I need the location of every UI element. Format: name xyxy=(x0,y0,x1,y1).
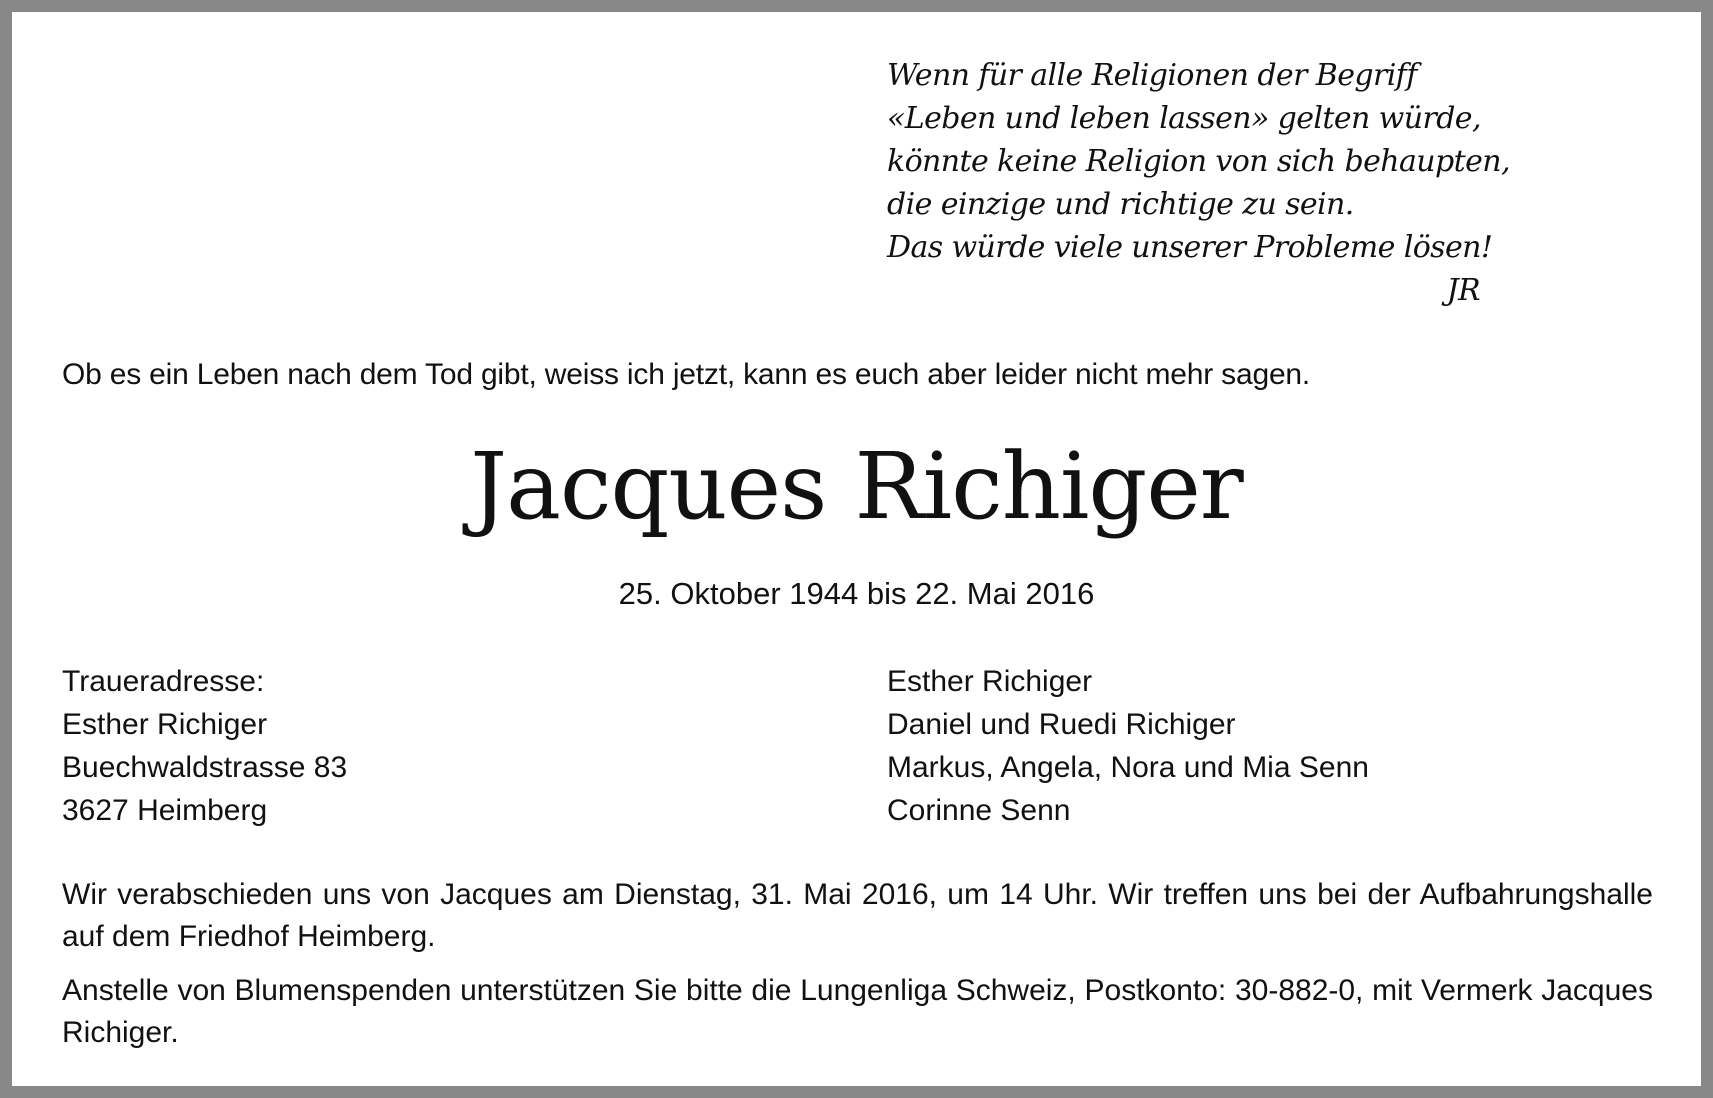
address-label: Traueradresse: xyxy=(62,665,265,698)
family-member: Esther Richiger xyxy=(887,665,1093,698)
donation-paragraph: Anstelle von Blumenspenden unterstützen Sie bitte die Lungenliga Schweiz, Postkonto: 30-882-0, mit Vermerk Jacques Richiger. xyxy=(62,974,1653,1049)
quote-line: Wenn für alle Religionen der Begriff xyxy=(887,58,1417,93)
deceased-name: Jacques Richiger xyxy=(470,433,1243,540)
address-city: 3627 Heimberg xyxy=(62,794,268,827)
quote-line: «Leben und leben lassen» gelten würde, xyxy=(887,101,1481,136)
quote-line: könnte keine Religion von sich behaupten, xyxy=(887,144,1510,179)
family-member: Corinne Senn xyxy=(887,794,1071,827)
intro-sentence: Ob es ein Leben nach dem Tod gibt, weiss ich jetzt, kann es euch aber leider nicht mehr sagen. xyxy=(62,358,1311,391)
quote-line: die einzige und richtige zu sein. xyxy=(887,187,1354,222)
quote-line: Das würde viele unserer Probleme lösen! xyxy=(887,230,1493,265)
obituary-notice xyxy=(12,12,1701,1086)
life-dates: 25. Oktober 1944 bis 22. Mai 2016 xyxy=(618,576,1095,611)
quote-block xyxy=(887,54,1510,308)
family-member: Markus, Angela, Nora und Mia Senn xyxy=(887,751,1369,784)
mourning-address xyxy=(62,660,347,832)
family-member: Daniel und Ruedi Richiger xyxy=(887,708,1236,741)
quote-author: JR xyxy=(1446,273,1480,308)
funeral-info-paragraph: Wir verabschieden uns von Jacques am Dienstag, 31. Mai 2016, um 14 Uhr. Wir treffen uns bei der Aufbahrungshalle auf dem Friedhof Heimberg. xyxy=(62,878,1653,953)
address-street: Buechwaldstrasse 83 xyxy=(62,751,348,784)
family-members xyxy=(887,660,1369,832)
address-name: Esther Richiger xyxy=(62,708,268,741)
